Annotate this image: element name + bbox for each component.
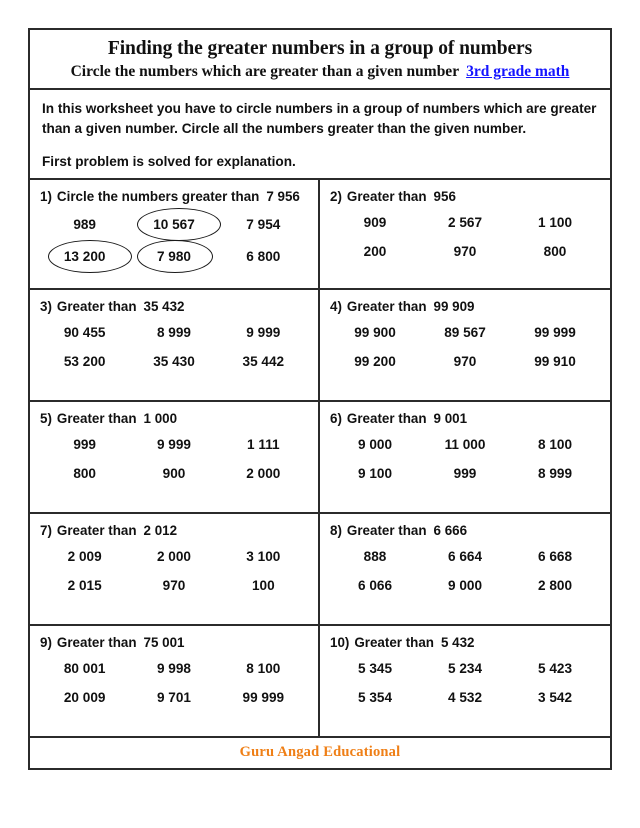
number-value: 7 954 xyxy=(246,216,281,232)
number-rows xyxy=(40,323,308,371)
worksheet-page xyxy=(28,28,612,770)
number-row xyxy=(330,352,600,371)
number-value: 3 542 xyxy=(537,689,573,705)
problem-cell xyxy=(30,402,320,514)
number-value: 13 200 xyxy=(60,247,110,266)
number-option[interactable] xyxy=(129,688,218,707)
threshold-value: 1 000 xyxy=(143,410,178,426)
number-value: 888 xyxy=(363,548,387,564)
number-rows xyxy=(40,435,308,483)
problem-prompt xyxy=(330,635,600,650)
number-value: 35 430 xyxy=(153,353,195,369)
number-option[interactable] xyxy=(420,464,510,483)
number-value: 99 200 xyxy=(354,353,396,369)
number-option[interactable] xyxy=(330,688,420,707)
number-row xyxy=(330,435,600,454)
number-option[interactable] xyxy=(510,688,600,707)
number-option[interactable] xyxy=(420,323,510,342)
number-option[interactable] xyxy=(510,323,600,342)
number-row xyxy=(40,547,308,566)
number-option[interactable] xyxy=(219,464,308,483)
number-option[interactable] xyxy=(219,659,308,678)
threshold-value: 99 909 xyxy=(433,298,475,314)
problem-instruction: Greater than xyxy=(346,410,427,426)
number-option[interactable] xyxy=(40,215,129,234)
number-row xyxy=(330,323,600,342)
problem-prompt xyxy=(330,299,600,314)
number-option[interactable] xyxy=(420,242,510,261)
number-option[interactable] xyxy=(219,352,308,371)
number-value: 2 000 xyxy=(156,548,191,564)
number-option[interactable] xyxy=(129,352,218,371)
number-option-circled[interactable] xyxy=(40,247,129,266)
instructions-note: First problem is solved for explanation. xyxy=(42,153,296,169)
number-value: 90 455 xyxy=(63,324,106,340)
problem-prompt xyxy=(40,189,308,204)
threshold-value: 956 xyxy=(433,188,456,204)
number-value: 9 998 xyxy=(156,660,191,676)
number-value: 909 xyxy=(363,214,387,230)
number-value: 6 800 xyxy=(246,248,281,264)
problem-number: 7) xyxy=(40,522,52,538)
number-value: 5 354 xyxy=(357,689,393,705)
number-rows xyxy=(40,547,308,595)
number-option[interactable] xyxy=(40,688,129,707)
problem-prompt xyxy=(40,299,308,314)
number-row xyxy=(40,688,308,707)
problem-number: 5) xyxy=(40,410,52,426)
number-value: 99 999 xyxy=(242,689,285,705)
number-option[interactable] xyxy=(40,435,129,454)
problem-number: 1) xyxy=(40,188,52,204)
problem-cell xyxy=(320,290,610,402)
threshold-value: 7 956 xyxy=(266,188,300,204)
number-option[interactable] xyxy=(330,435,420,454)
subtitle-row xyxy=(40,63,600,82)
number-row xyxy=(330,576,600,595)
threshold-value: 2 012 xyxy=(143,522,178,538)
number-value: 53 200 xyxy=(63,353,106,369)
number-value: 99 999 xyxy=(534,324,576,340)
number-value: 8 100 xyxy=(537,436,573,452)
number-option[interactable] xyxy=(40,659,129,678)
number-option[interactable] xyxy=(510,659,600,678)
subtitle-text: Circle the numbers which are greater than a given number xyxy=(70,63,460,80)
number-value: 99 900 xyxy=(354,324,396,340)
number-option[interactable] xyxy=(510,242,600,261)
number-option[interactable] xyxy=(420,213,510,232)
problem-instruction: Circle the numbers greater than xyxy=(56,188,260,204)
number-option[interactable] xyxy=(219,688,308,707)
problem-instruction: Greater than xyxy=(346,522,427,538)
number-value: 100 xyxy=(251,577,275,593)
problem-cell xyxy=(30,626,320,738)
threshold-value: 75 001 xyxy=(143,634,185,650)
number-option[interactable] xyxy=(510,576,600,595)
number-value: 6 664 xyxy=(447,548,483,564)
problem-prompt xyxy=(40,635,308,650)
problem-number: 4) xyxy=(330,298,342,314)
number-row xyxy=(330,688,600,707)
number-option[interactable] xyxy=(510,213,600,232)
number-rows xyxy=(330,435,600,483)
footer-brand: Guru Angad Educational xyxy=(239,744,401,761)
number-rows xyxy=(330,213,600,261)
number-option[interactable] xyxy=(219,547,308,566)
number-value: 999 xyxy=(453,465,477,481)
problem-cell xyxy=(30,514,320,626)
number-value: 5 423 xyxy=(537,660,573,676)
number-row xyxy=(40,352,308,371)
number-option[interactable] xyxy=(510,352,600,371)
number-value: 99 910 xyxy=(534,353,576,369)
number-value: 2 000 xyxy=(246,465,281,481)
number-value: 9 000 xyxy=(357,436,393,452)
problem-cell xyxy=(30,180,320,290)
number-option[interactable] xyxy=(330,576,420,595)
number-option[interactable] xyxy=(420,688,510,707)
problem-instruction: Greater than xyxy=(346,298,427,314)
problem-prompt xyxy=(330,411,600,426)
number-option[interactable] xyxy=(129,435,218,454)
number-option[interactable] xyxy=(40,464,129,483)
problem-number: 6) xyxy=(330,410,342,426)
number-value: 2 800 xyxy=(537,577,573,593)
number-value: 800 xyxy=(543,243,567,259)
number-value: 989 xyxy=(73,216,96,232)
number-value: 8 999 xyxy=(156,324,191,340)
number-option[interactable] xyxy=(420,659,510,678)
number-option[interactable] xyxy=(330,352,420,371)
problem-number: 3) xyxy=(40,298,52,314)
problem-prompt xyxy=(330,523,600,538)
problem-cell xyxy=(320,180,610,290)
number-value: 9 000 xyxy=(447,577,483,593)
number-option[interactable] xyxy=(420,352,510,371)
problem-cell xyxy=(320,402,610,514)
number-value: 970 xyxy=(453,243,477,259)
number-rows xyxy=(330,659,600,707)
number-value: 6 066 xyxy=(357,577,393,593)
number-option[interactable] xyxy=(330,547,420,566)
number-value: 9 999 xyxy=(246,324,281,340)
grade-level-link[interactable]: 3rd grade math xyxy=(466,63,570,80)
problem-prompt xyxy=(330,189,600,204)
number-option[interactable] xyxy=(330,213,420,232)
number-value: 9 100 xyxy=(357,465,393,481)
number-value: 9 701 xyxy=(156,689,191,705)
number-option[interactable] xyxy=(219,576,308,595)
number-row xyxy=(330,213,600,232)
number-option[interactable] xyxy=(40,576,129,595)
instructions-paragraph: In this worksheet you have to circle numbers in a group of numbers which are greater than a given number. Circle all the numbers greater than the given number. xyxy=(42,100,597,136)
number-rows xyxy=(40,659,308,707)
number-value: 800 xyxy=(73,465,96,481)
number-value: 970 xyxy=(453,353,477,369)
number-option[interactable] xyxy=(129,464,218,483)
threshold-value: 9 001 xyxy=(433,410,468,426)
problem-grid xyxy=(30,180,610,738)
problem-instruction: Greater than xyxy=(56,522,137,538)
number-option[interactable] xyxy=(129,576,218,595)
threshold-value: 5 432 xyxy=(440,634,475,650)
number-rows xyxy=(330,547,600,595)
number-option[interactable] xyxy=(219,323,308,342)
problem-instruction: Greater than xyxy=(56,298,137,314)
problem-instruction: Greater than xyxy=(346,188,427,204)
number-value: 10 567 xyxy=(149,215,199,234)
page-title: Finding the greater numbers in a group of numbers xyxy=(107,38,533,59)
number-value: 3 100 xyxy=(246,548,281,564)
number-value: 8 999 xyxy=(537,465,573,481)
number-value: 2 567 xyxy=(447,214,483,230)
number-value: 900 xyxy=(162,465,186,481)
number-option[interactable] xyxy=(129,659,218,678)
problem-cell xyxy=(320,626,610,738)
number-rows xyxy=(40,215,308,266)
number-value: 999 xyxy=(73,436,96,452)
number-option[interactable] xyxy=(330,323,420,342)
threshold-value: 6 666 xyxy=(433,522,468,538)
number-row xyxy=(40,576,308,595)
number-row xyxy=(330,547,600,566)
number-value: 7 980 xyxy=(153,247,195,266)
number-option[interactable] xyxy=(330,464,420,483)
number-option[interactable] xyxy=(40,547,129,566)
number-value: 35 442 xyxy=(242,353,285,369)
threshold-value: 35 432 xyxy=(143,298,185,314)
number-row xyxy=(330,464,600,483)
problem-prompt xyxy=(40,411,308,426)
number-row xyxy=(40,323,308,342)
number-option[interactable] xyxy=(330,242,420,261)
worksheet-footer xyxy=(30,738,610,768)
number-value: 4 532 xyxy=(447,689,483,705)
number-option[interactable] xyxy=(219,215,308,234)
number-value: 2 015 xyxy=(67,577,102,593)
problem-number: 10) xyxy=(330,634,350,650)
number-row xyxy=(40,659,308,678)
number-row xyxy=(40,247,308,266)
number-option[interactable] xyxy=(129,547,218,566)
number-option-circled[interactable] xyxy=(129,215,218,234)
number-value: 80 001 xyxy=(63,660,106,676)
number-option[interactable] xyxy=(40,323,129,342)
number-row xyxy=(40,215,308,234)
problem-number: 8) xyxy=(330,522,342,538)
problem-prompt xyxy=(40,523,308,538)
number-value: 1 100 xyxy=(537,214,573,230)
problem-cell xyxy=(320,514,610,626)
number-option[interactable] xyxy=(420,435,510,454)
number-option[interactable] xyxy=(510,547,600,566)
number-value: 5 345 xyxy=(357,660,393,676)
number-option[interactable] xyxy=(129,323,218,342)
number-option[interactable] xyxy=(40,352,129,371)
instructions-block xyxy=(30,90,610,180)
problem-instruction: Greater than xyxy=(56,634,137,650)
number-option-circled[interactable] xyxy=(129,247,218,266)
number-row xyxy=(330,242,600,261)
number-option[interactable] xyxy=(420,576,510,595)
number-option[interactable] xyxy=(219,247,308,266)
number-value: 1 111 xyxy=(247,436,280,452)
number-row xyxy=(330,659,600,678)
number-row xyxy=(40,435,308,454)
number-option[interactable] xyxy=(219,435,308,454)
number-option[interactable] xyxy=(330,659,420,678)
number-value: 5 234 xyxy=(447,660,483,676)
worksheet-header xyxy=(30,30,610,90)
number-value: 6 668 xyxy=(537,548,573,564)
number-value: 89 567 xyxy=(444,324,486,340)
problem-number: 9) xyxy=(40,634,52,650)
number-rows xyxy=(330,323,600,371)
number-option[interactable] xyxy=(420,547,510,566)
number-value: 2 009 xyxy=(67,548,102,564)
problem-number: 2) xyxy=(330,188,342,204)
problem-cell xyxy=(30,290,320,402)
problem-instruction: Greater than xyxy=(354,634,434,650)
number-value: 200 xyxy=(363,243,387,259)
number-value: 20 009 xyxy=(63,689,106,705)
problem-instruction: Greater than xyxy=(56,410,137,426)
number-option[interactable] xyxy=(510,435,600,454)
number-value: 970 xyxy=(162,577,186,593)
number-row xyxy=(40,464,308,483)
number-value: 9 999 xyxy=(156,436,191,452)
number-option[interactable] xyxy=(510,464,600,483)
number-value: 8 100 xyxy=(246,660,281,676)
number-value: 11 000 xyxy=(444,436,486,452)
